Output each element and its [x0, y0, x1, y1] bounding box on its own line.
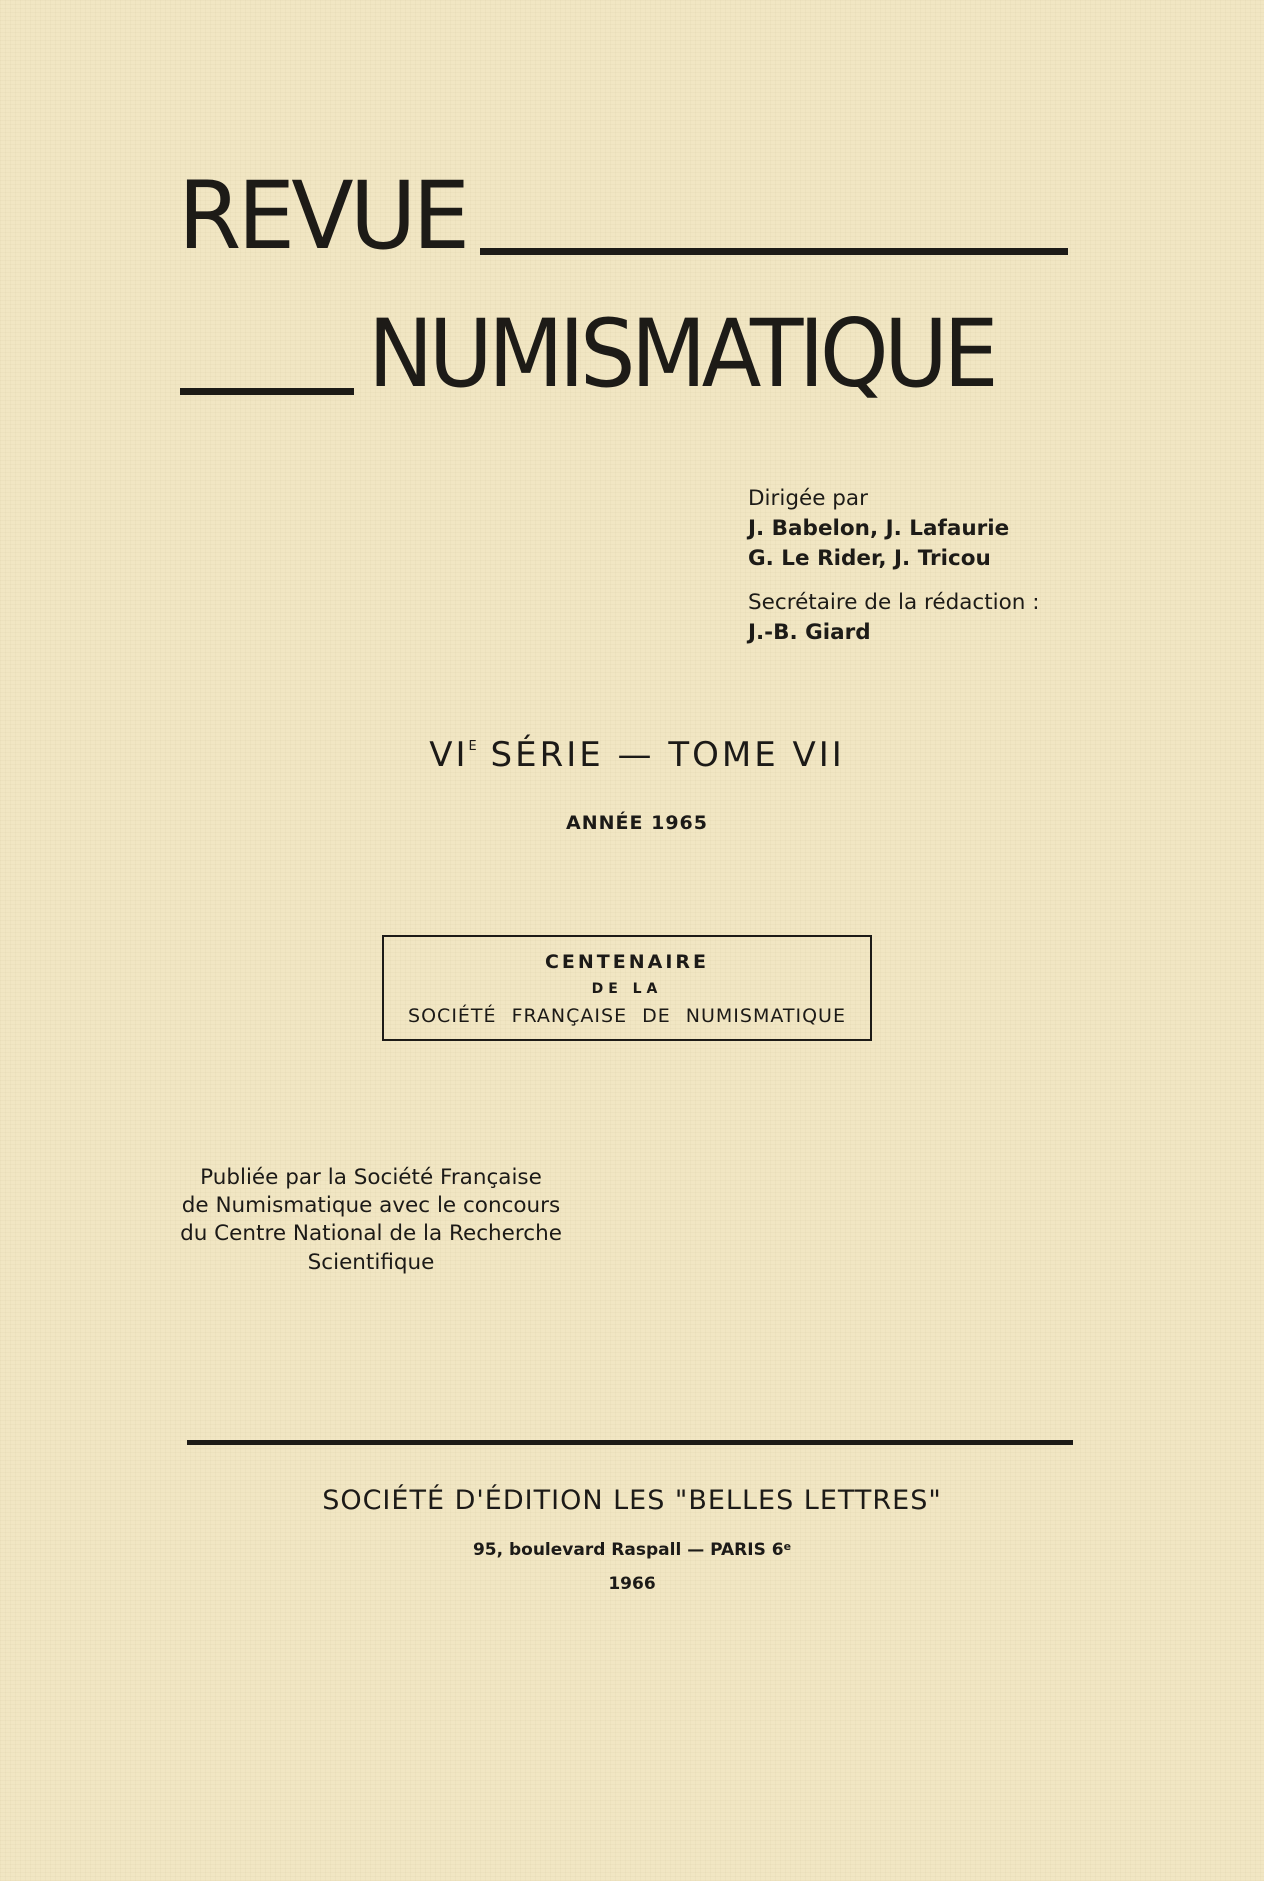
- title-rule-left: [180, 388, 354, 395]
- publication-note-line-4: Scientifique: [307, 1250, 435, 1275]
- directors-line-2: G. Le Rider, J. Tricou: [748, 546, 991, 571]
- address-main: 95, boulevard Raspall — PARIS 6: [472, 1540, 784, 1560]
- publication-year: 1966: [608, 1574, 656, 1594]
- title-rule-right: [480, 248, 1068, 255]
- publication-note-line-2: de Numismatique avec le concours: [181, 1193, 561, 1218]
- directed-by-label: Dirigée par: [748, 486, 868, 511]
- series-rest: SÉRIE — TOME VII: [476, 735, 845, 775]
- centenary-line-1: CENTENAIRE: [544, 951, 710, 973]
- publisher-address: [0, 1540, 1264, 1560]
- series-heading: [0, 735, 1264, 775]
- title-numismatique: NUMISMATIQUE: [368, 300, 994, 409]
- secretary-label: Secrétaire de la rédaction :: [748, 590, 1040, 615]
- centenary-box: [382, 935, 872, 1041]
- series-prefix: VI: [429, 735, 469, 775]
- publication-note-line-3: du Centre National de la Recherche: [180, 1221, 562, 1246]
- secretary-name: J.-B. Giard: [748, 620, 871, 645]
- footer-rule: [187, 1440, 1073, 1445]
- publisher-name: SOCIÉTÉ D'ÉDITION LES "BELLES LETTRES": [322, 1485, 942, 1516]
- centenary-line-3: SOCIÉTÉ FRANÇAISE DE NUMISMATIQUE: [408, 1005, 846, 1027]
- directors-line-1: J. Babelon, J. Lafaurie: [748, 516, 1010, 541]
- series-superscript: E: [468, 739, 477, 754]
- publication-note-line-1: Publiée par la Société Française: [200, 1165, 542, 1190]
- centenary-line-2: DE LA: [591, 981, 663, 997]
- title-revue: REVUE: [178, 162, 467, 271]
- volume-year: ANNÉE 1965: [566, 812, 708, 834]
- address-superscript: e: [783, 1540, 792, 1553]
